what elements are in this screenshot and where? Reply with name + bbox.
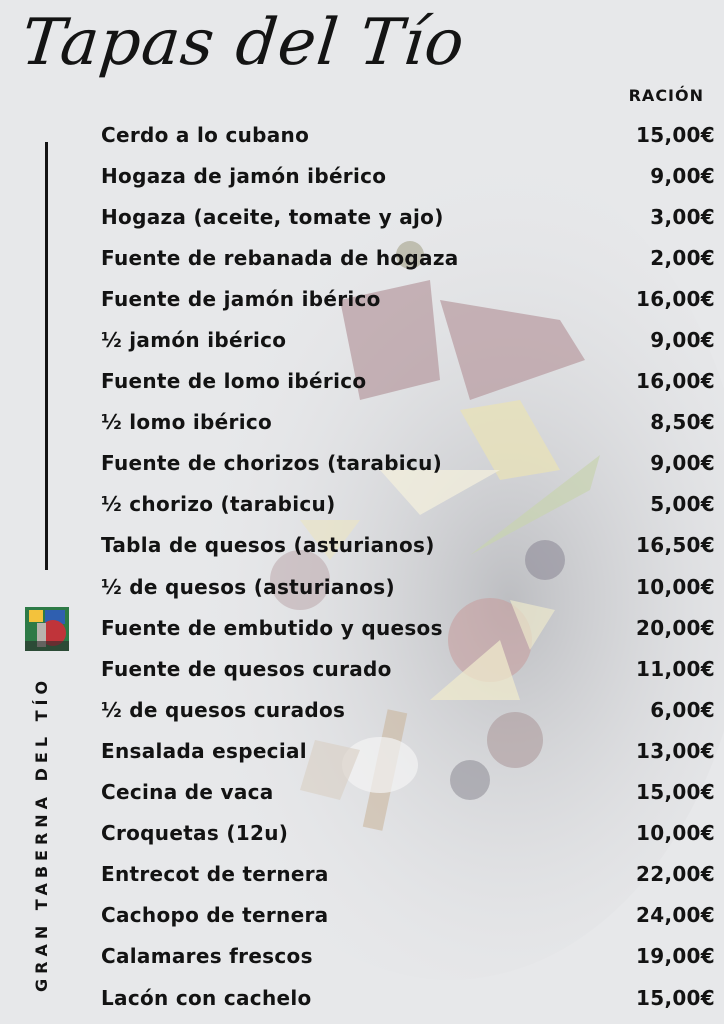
menu-item-name: Croquetas (12u) [101, 821, 289, 846]
menu-item-name: Hogaza (aceite, tomate y ajo) [101, 204, 444, 229]
menu-item [101, 895, 715, 936]
menu-item [101, 196, 715, 237]
menu-list [101, 114, 715, 1018]
menu-item-name: Tabla de quesos (asturianos) [101, 533, 435, 558]
menu-item-price: 3,00€ [650, 204, 715, 229]
menu-item-price: 16,00€ [636, 286, 715, 311]
menu-item [101, 319, 715, 360]
menu-item [101, 977, 715, 1018]
menu-item-price: 16,00€ [636, 369, 715, 394]
menu-item-name: Fuente de quesos curado [101, 656, 392, 681]
menu-item [101, 813, 715, 854]
menu-item-price: 10,00€ [636, 821, 715, 846]
menu-item [101, 525, 715, 566]
menu-item-name: ½ jamón ibérico [101, 328, 287, 353]
menu-item [101, 361, 715, 402]
menu-item-price: 13,00€ [636, 738, 715, 763]
menu-item [101, 155, 715, 196]
menu-item-name: Fuente de jamón ibérico [101, 286, 381, 311]
menu-item-price: 5,00€ [650, 492, 715, 517]
portion-column-header: RACIÓN [628, 86, 704, 105]
menu-item-price: 9,00€ [650, 328, 715, 353]
menu-title: Tapas del Tío [18, 6, 469, 80]
menu-item-name: Fuente de chorizos (tarabicu) [101, 451, 443, 476]
menu-item [101, 730, 715, 771]
menu-item [101, 607, 715, 648]
menu-item-price: 6,00€ [650, 697, 715, 722]
menu-item-name: ½ de quesos (asturianos) [101, 574, 395, 599]
menu-item-name: Cachopo de ternera [101, 903, 329, 928]
menu-item [101, 443, 715, 484]
menu-item [101, 854, 715, 895]
menu-item-name: ½ lomo ibérico [101, 410, 273, 435]
vertical-divider [45, 142, 48, 570]
menu-item-price: 24,00€ [636, 903, 715, 928]
menu-item-name: Cecina de vaca [101, 780, 274, 805]
menu-item-name: Cerdo a lo cubano [101, 122, 310, 147]
menu-item [101, 402, 715, 443]
menu-item [101, 114, 715, 155]
menu-item [101, 689, 715, 730]
menu-item-price: 2,00€ [650, 245, 715, 270]
menu-item [101, 566, 715, 607]
menu-item-price: 20,00€ [636, 615, 715, 640]
menu-item-price: 15,00€ [636, 780, 715, 805]
menu-item-name: Entrecot de ternera [101, 862, 329, 887]
tavern-logo-icon [25, 607, 69, 651]
menu-item-price: 16,50€ [636, 533, 715, 558]
menu-item-name: Calamares frescos [101, 944, 313, 969]
menu-item-price: 9,00€ [650, 163, 715, 188]
menu-item-price: 11,00€ [636, 656, 715, 681]
menu-item [101, 237, 715, 278]
menu-item [101, 648, 715, 689]
vertical-brand-label: GRAN TABERNA DEL TÍO [32, 675, 51, 992]
menu-item-price: 9,00€ [650, 451, 715, 476]
menu-item [101, 484, 715, 525]
menu-item-name: ½ chorizo (tarabicu) [101, 492, 336, 517]
menu-item-name: Fuente de lomo ibérico [101, 369, 367, 394]
menu-item-name: ½ de quesos curados [101, 697, 346, 722]
menu-item-name: Fuente de rebanada de hogaza [101, 245, 459, 270]
menu-item-price: 15,00€ [636, 122, 715, 147]
menu-item [101, 278, 715, 319]
menu-item-price: 22,00€ [636, 862, 715, 887]
menu-item-price: 8,50€ [650, 410, 715, 435]
menu-item-name: Fuente de embutido y quesos [101, 615, 443, 640]
menu-item-price: 15,00€ [636, 985, 715, 1010]
menu-item [101, 936, 715, 977]
menu-item-price: 10,00€ [636, 574, 715, 599]
menu-item-name: Lacón con cachelo [101, 985, 312, 1010]
menu-item [101, 772, 715, 813]
menu-item-price: 19,00€ [636, 944, 715, 969]
menu-item-name: Ensalada especial [101, 738, 307, 763]
menu-item-name: Hogaza de jamón ibérico [101, 163, 387, 188]
